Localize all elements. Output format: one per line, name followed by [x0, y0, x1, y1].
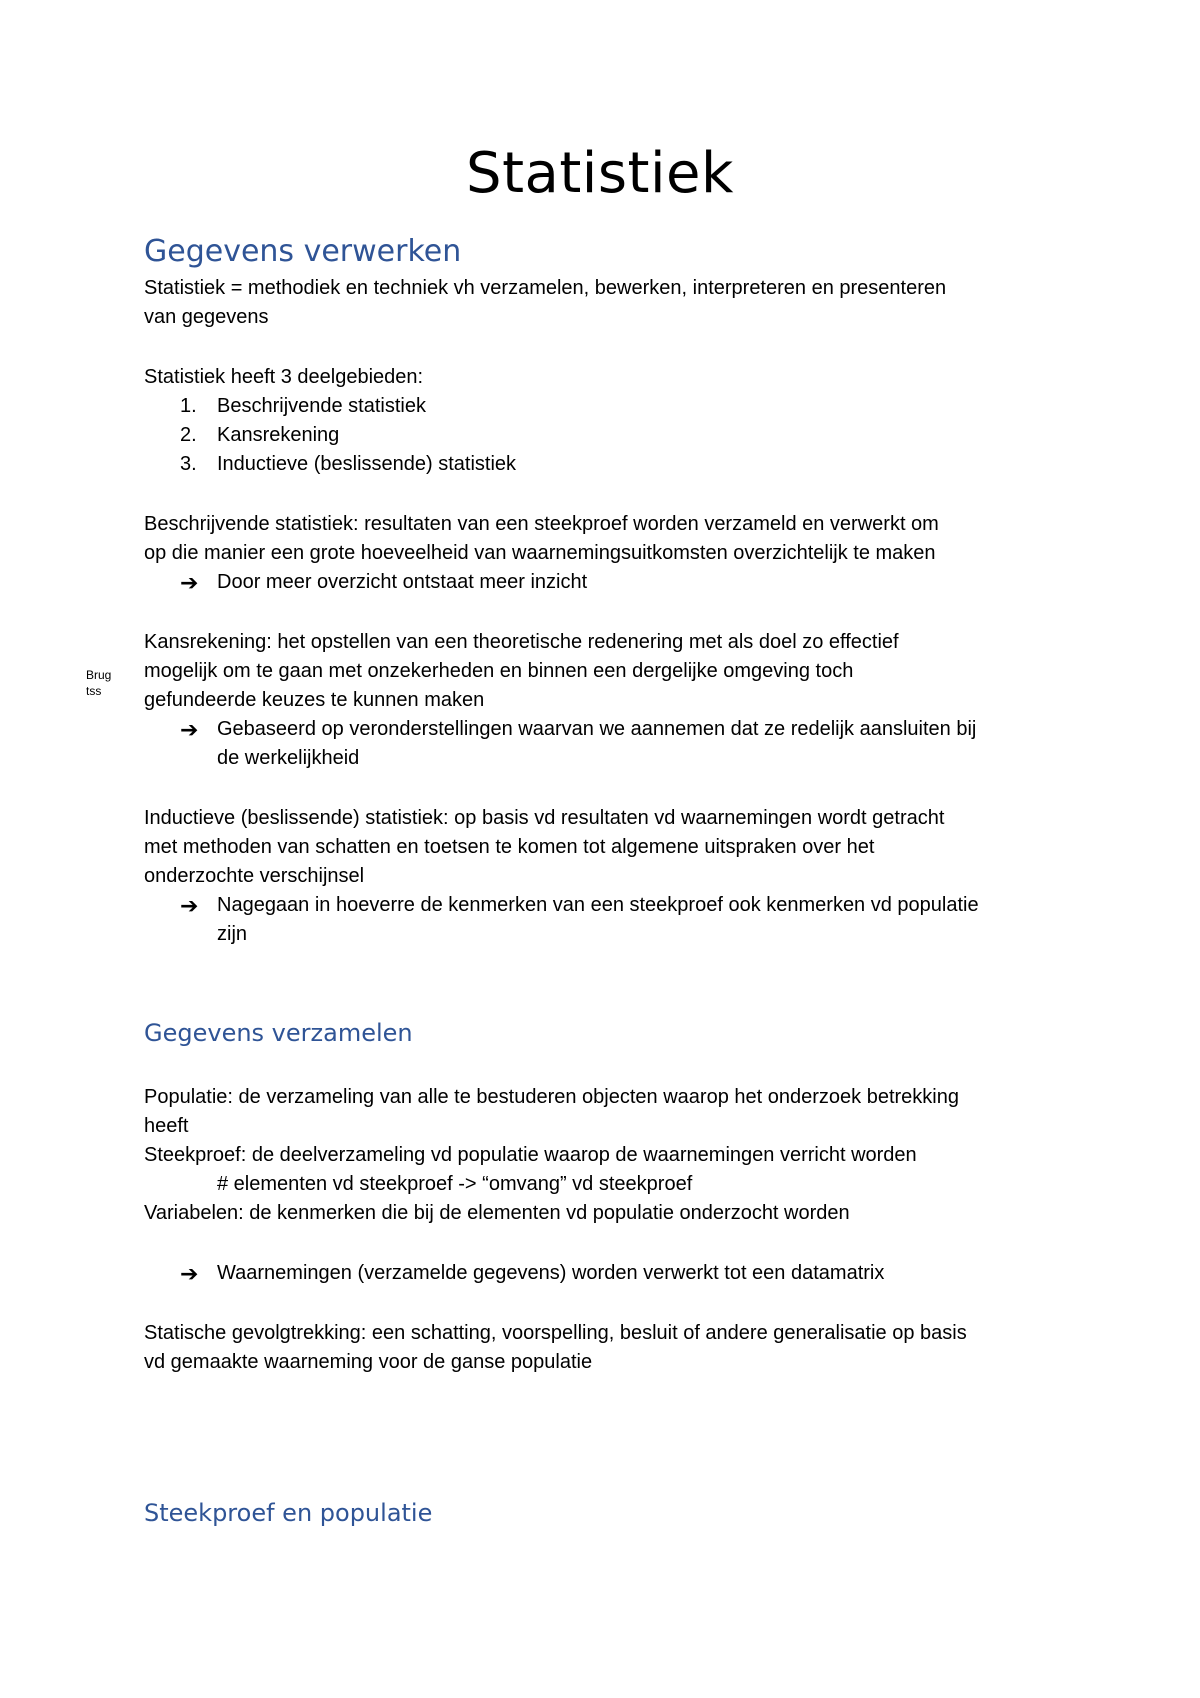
arrow-icon: ➔	[180, 893, 199, 918]
arrow-point-continued: de werkelijkheid	[217, 747, 360, 769]
arrow-point-continued: zijn	[217, 923, 248, 945]
paragraph-line: heeft	[144, 1115, 189, 1137]
list-number: 2.	[180, 424, 197, 446]
paragraph-line: Kansrekening: het opstellen van een theoretische redenering met als doel zo effectief	[144, 631, 899, 653]
paragraph-line: met methoden van schatten en toetsen te komen tot algemene uitspraken over het	[144, 836, 875, 858]
margin-note: Brug	[86, 668, 112, 682]
arrow-icon: ➔	[180, 570, 199, 595]
heading-steekproef-en-populatie: Steekproef en populatie	[144, 1499, 433, 1527]
arrow-icon: ➔	[180, 717, 199, 742]
arrow-point: Gebaseerd op veronderstellingen waarvan we aannemen dat ze redelijk aansluiten bij	[217, 718, 977, 740]
paragraph-line: op die manier een grote hoeveelheid van waarnemingsuitkomsten overzichtelijk te maken	[144, 542, 936, 564]
list-item: Inductieve (beslissende) statistiek	[217, 453, 517, 475]
paragraph-line: gefundeerde keuzes te kunnen maken	[144, 689, 485, 711]
arrow-point: Nagegaan in hoeverre de kenmerken van een steekproef ook kenmerken vd populatie	[217, 894, 979, 916]
heading-gegevens-verwerken: Gegevens verwerken	[144, 234, 462, 269]
paragraph-line: Steekproef: de deelverzameling vd populatie waarop de waarnemingen verricht worden	[144, 1144, 917, 1166]
definition-line: van gegevens	[144, 306, 269, 328]
list-item: Kansrekening	[217, 424, 340, 446]
subfields-intro: Statistiek heeft 3 deelgebieden:	[144, 366, 424, 388]
list-item: Beschrijvende statistiek	[217, 395, 426, 417]
definition-line: Statistiek = methodiek en techniek vh verzamelen, bewerken, interpreteren en presenteren	[144, 277, 947, 299]
page-title: Statistiek	[466, 141, 734, 206]
heading-gegevens-verzamelen: Gegevens verzamelen	[144, 1019, 413, 1047]
paragraph-line: Beschrijvende statistiek: resultaten van een steekproef worden verzameld en verwerkt om	[144, 513, 939, 535]
paragraph-line: onderzochte verschijnsel	[144, 865, 365, 887]
list-number: 1.	[180, 395, 197, 417]
paragraph-line: Statische gevolgtrekking: een schatting, voorspelling, besluit of andere generalisatie op basis	[144, 1322, 967, 1344]
paragraph-line: vd gemaakte waarneming voor de ganse populatie	[144, 1351, 593, 1373]
paragraph-line: mogelijk om te gaan met onzekerheden en binnen een dergelijke omgeving toch	[144, 660, 854, 682]
paragraph-line: Inductieve (beslissende) statistiek: op basis vd resultaten vd waarnemingen wordt getracht	[144, 807, 945, 829]
paragraph-line: Variabelen: de kenmerken die bij de elementen vd populatie onderzocht worden	[144, 1202, 850, 1224]
margin-note: tss	[86, 684, 102, 698]
arrow-icon: ➔	[180, 1261, 199, 1286]
arrow-point: Waarnemingen (verzamelde gegevens) worden verwerkt tot een datamatrix	[217, 1262, 885, 1284]
arrow-point: Door meer overzicht ontstaat meer inzicht	[217, 571, 588, 593]
list-number: 3.	[180, 453, 197, 475]
indented-line: # elementen vd steekproef -> “omvang” vd steekproef	[217, 1173, 693, 1195]
paragraph-line: Populatie: de verzameling van alle te bestuderen objecten waarop het onderzoek betrekking	[144, 1086, 959, 1108]
